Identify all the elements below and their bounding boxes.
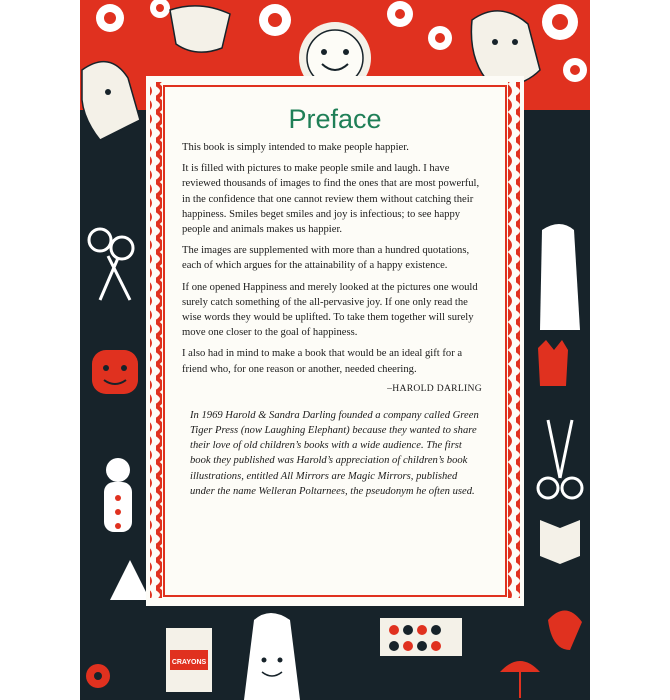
paragraph-2: It is filled with pictures to make people smile and laugh. I have reviewed thousands of images to find the ones that are most powerful, in the confidence that one cannot review them without catching their happiness. Smiles beget smiles and joy is infectious; to see happy people and animals makes us happier. [182, 163, 480, 236]
paragraph-5: I also had in mind to make a book that would be an ideal gift for a friend who, for one reason or another, needed cheering. [182, 348, 463, 375]
author-bio: In 1969 Harold & Sandra Darling founded a company called Green Tiger Press (now Laughing Elephant) because they wanted to share their love of old children’s books with a wide audience. The first book they published was Harold’s appreciation of children’s book illustrations, entitled All Mirrors are Magic Mirrors, published under the name Welleran Poltarnees, the pseudonym he often used. [190, 409, 479, 497]
scallop-right [508, 82, 520, 598]
flower-bottom-left-icon [86, 664, 110, 688]
cow-top-icon [170, 6, 230, 52]
paragraph-1: This book is simply intended to make people happier. [182, 142, 409, 153]
tomato-jar-icon [92, 350, 138, 394]
scallop-left [150, 82, 162, 598]
paragraph-3: The images are supplemented with more than a hundred quotations, each of which argues for the attainability of a happy existence. [182, 245, 470, 272]
page-title: Preface [288, 104, 382, 134]
crayon-box-icon [166, 628, 212, 692]
paint-box-icon [380, 618, 462, 656]
crayon-box-label: CRAYONS [171, 659, 207, 666]
preface-panel [168, 92, 502, 590]
milk-bottle-icon [540, 224, 580, 330]
paragraph-4: If one opened Happiness and merely looked at the pictures one would surely catch something of the all-pervasive joy. If one only read the wise words they would be uplifted. To take them together will surely move one closer to the goal of happiness. [182, 281, 478, 339]
gingerbread-icon [104, 458, 132, 532]
signature: –HAROLD DARLING [387, 382, 482, 394]
